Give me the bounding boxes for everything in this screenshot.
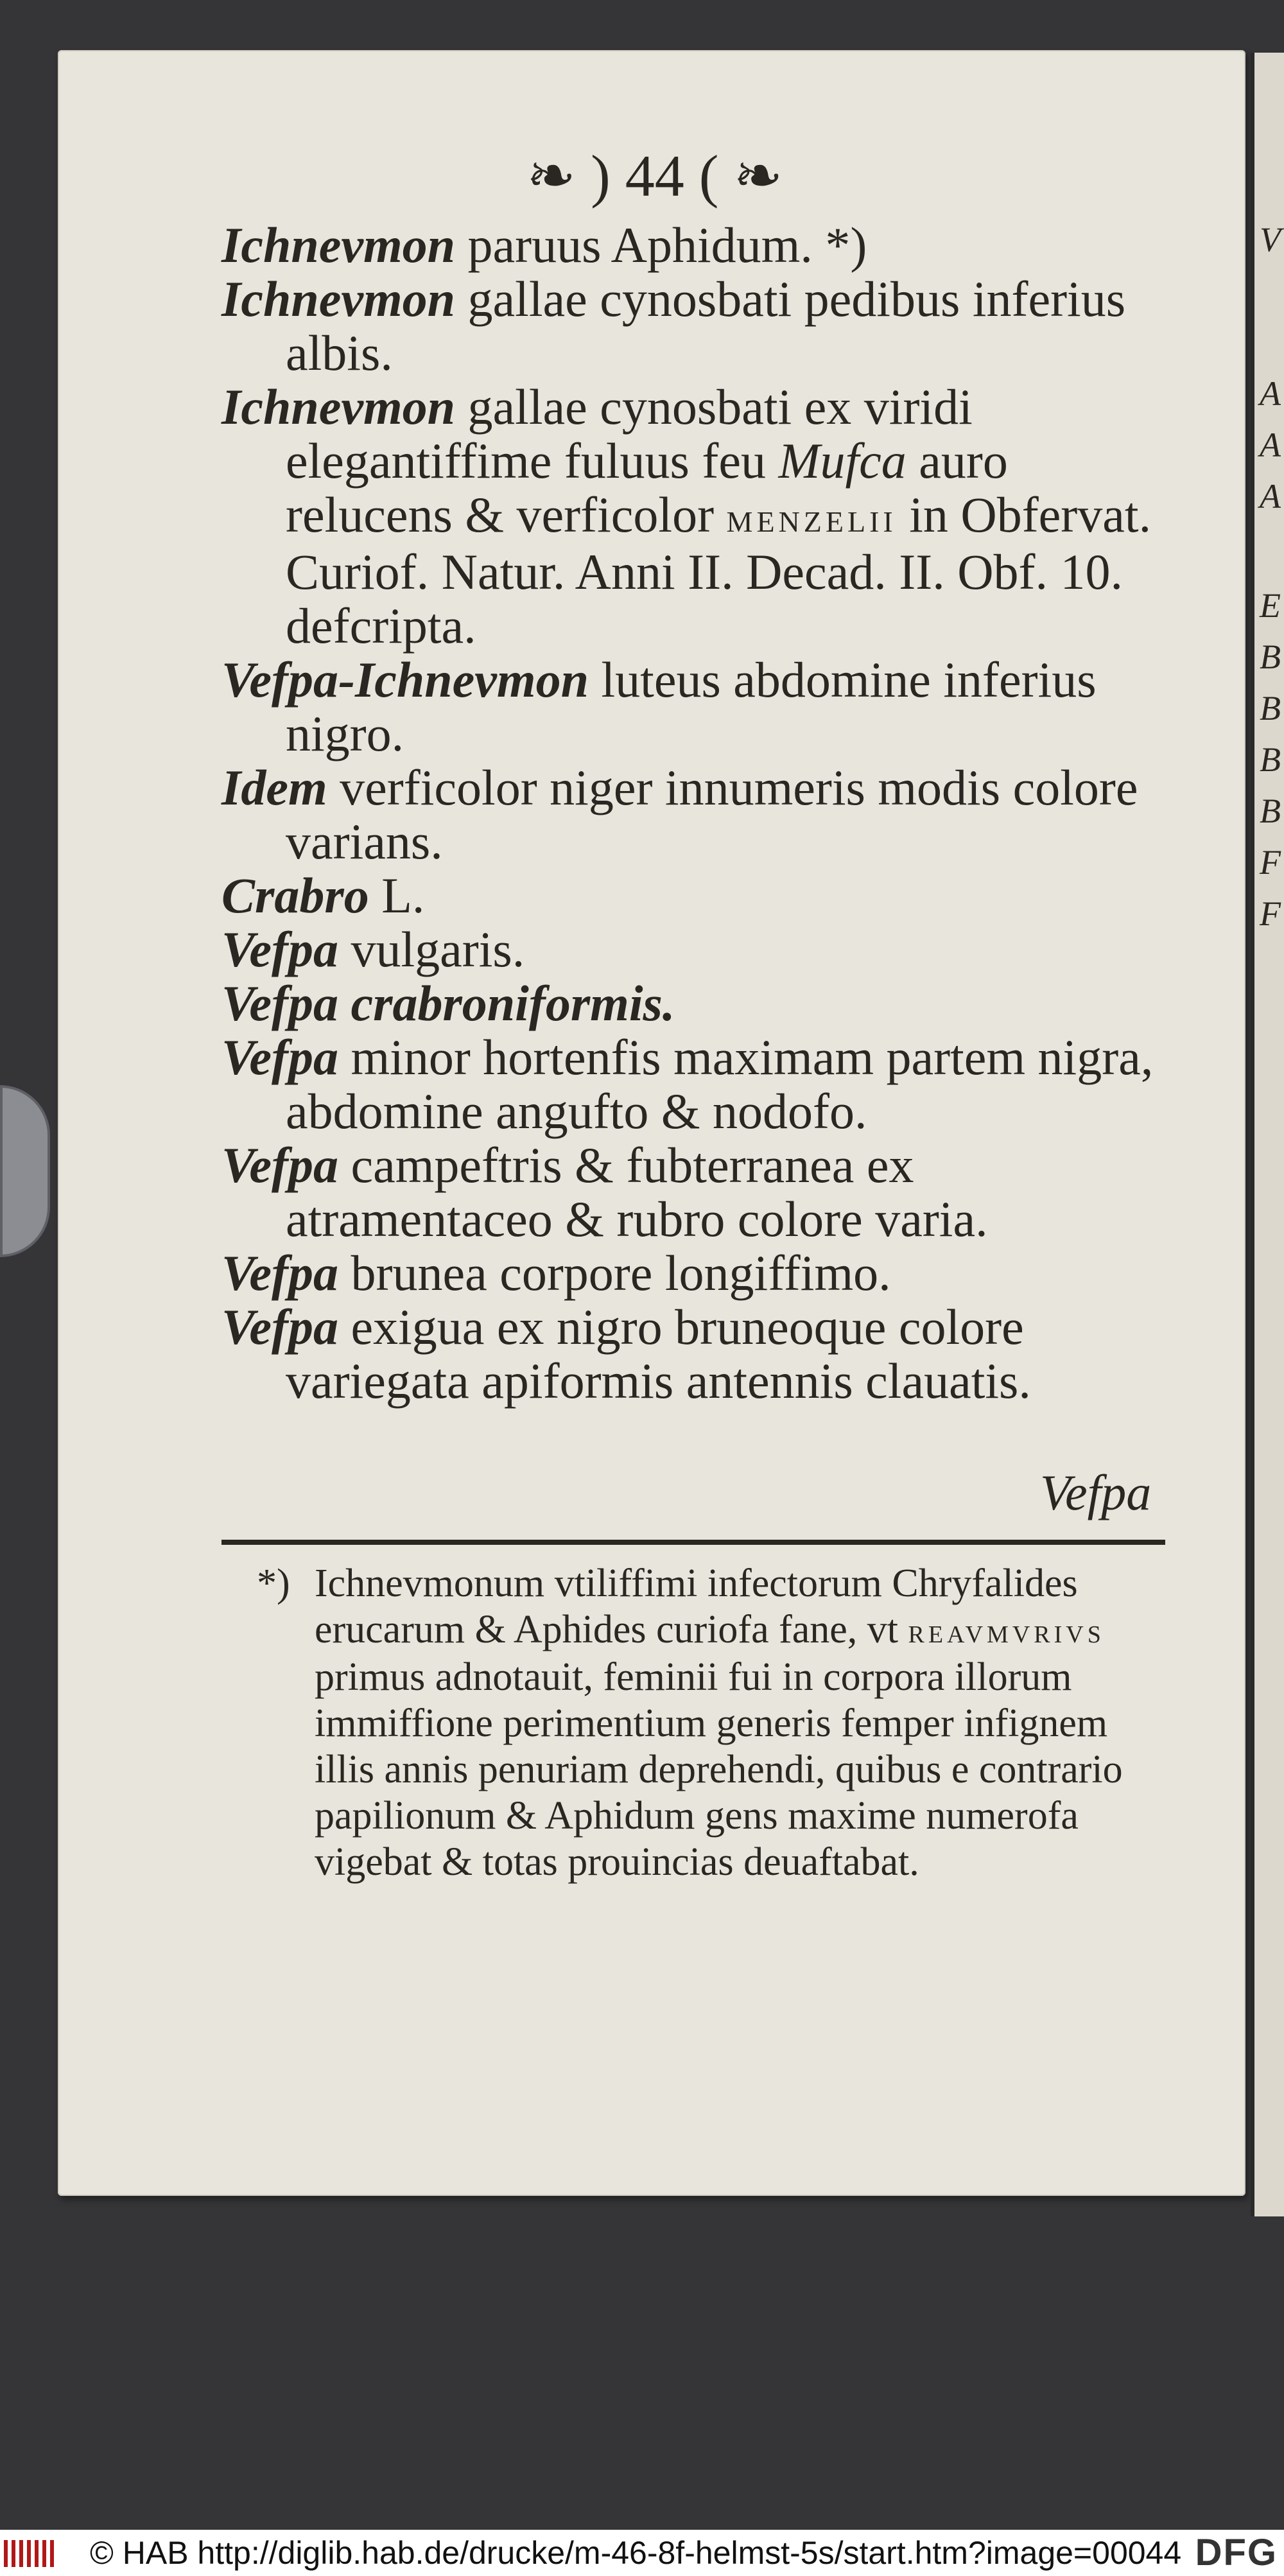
list-item: Ichnevmon paruus Aphidum. *) — [221, 217, 867, 273]
next-page-letter: A — [1260, 477, 1281, 516]
next-page-letter: B — [1260, 792, 1281, 830]
list-item: Vefpa campeftris & fubterranea ex atramentaceo & rubro colore varia. — [221, 1137, 988, 1247]
page-number-header: ❧ ) 44 ( ❧ — [526, 143, 783, 209]
next-page-edge — [1251, 53, 1284, 2216]
dfg-logo: DFG — [1195, 2532, 1278, 2573]
hab-logo-icon — [4, 2540, 55, 2567]
footnote-mark: *) — [257, 1562, 290, 1605]
list-item: Idem verficolor niger innumeris modis colore varians. — [221, 760, 1138, 869]
next-page-letter: A — [1260, 426, 1281, 464]
next-page-letter: B — [1260, 638, 1281, 676]
next-page-letter: F — [1260, 894, 1281, 933]
next-page-letter: E — [1260, 586, 1281, 625]
next-page-letter: A — [1260, 374, 1281, 413]
list-item: Vefpa exigua ex nigro bruneoque colore variegata apiformis antennis clauatis. — [221, 1299, 1031, 1409]
species-list — [221, 218, 1172, 1408]
list-item: Ichnevmon gallae cynosbati pedibus inferius albis. — [221, 271, 1126, 381]
footnote-body: Ichnevmonum vtiliffimi infectorum Chryfalides erucarum & Aphides curiofa fane, vt reavmvrivs primus adnotauit, feminii fui in corpora illorum immiffione perimentium generis femper infignem illis annis penuriam deprehendi, quibus e contrario papilionum & Aphidum gens maxime numerofa vigebat & totas prouincias deuaftabat. — [315, 1562, 1123, 1884]
source-link[interactable]: © HAB http://diglib.hab.de/drucke/m-46-8f-helmst-5s/start.htm?image=00044 — [90, 2535, 1182, 2571]
next-page-letter: B — [1260, 740, 1281, 779]
next-page-letter: F — [1260, 843, 1281, 882]
list-item: Ichnevmon gallae cynosbati ex viridi elegantiffime fuluus feu Mufca auro relucens & verficolor menzelii in Obfervat. Curiof. Natur. Anni II. Decad. II. Obf. 10. defcripta. — [221, 379, 1152, 654]
list-item: Vefpa brunea corpore longiffimo. — [221, 1245, 891, 1301]
page-clip — [0, 1085, 50, 1257]
viewer-footer — [0, 2530, 1284, 2576]
list-item: Vefpa-Ichnevmon luteus abdomine inferius nigro. — [221, 652, 1097, 761]
list-item: Crabro L. — [221, 867, 425, 923]
list-item: Vefpa vulgaris. — [221, 921, 525, 977]
next-page-letter: B — [1260, 689, 1281, 727]
list-item: Vefpa minor hortenfis maximam partem nigra, abdomine angufto & nodofo. — [221, 1029, 1154, 1139]
catchword: Vefpa — [1040, 1465, 1152, 1520]
footnote-rule — [221, 1540, 1165, 1545]
footnote — [257, 1560, 1168, 1885]
list-item: Vefpa crabroniformis. — [221, 975, 675, 1031]
next-page-letter: V — [1260, 220, 1281, 259]
